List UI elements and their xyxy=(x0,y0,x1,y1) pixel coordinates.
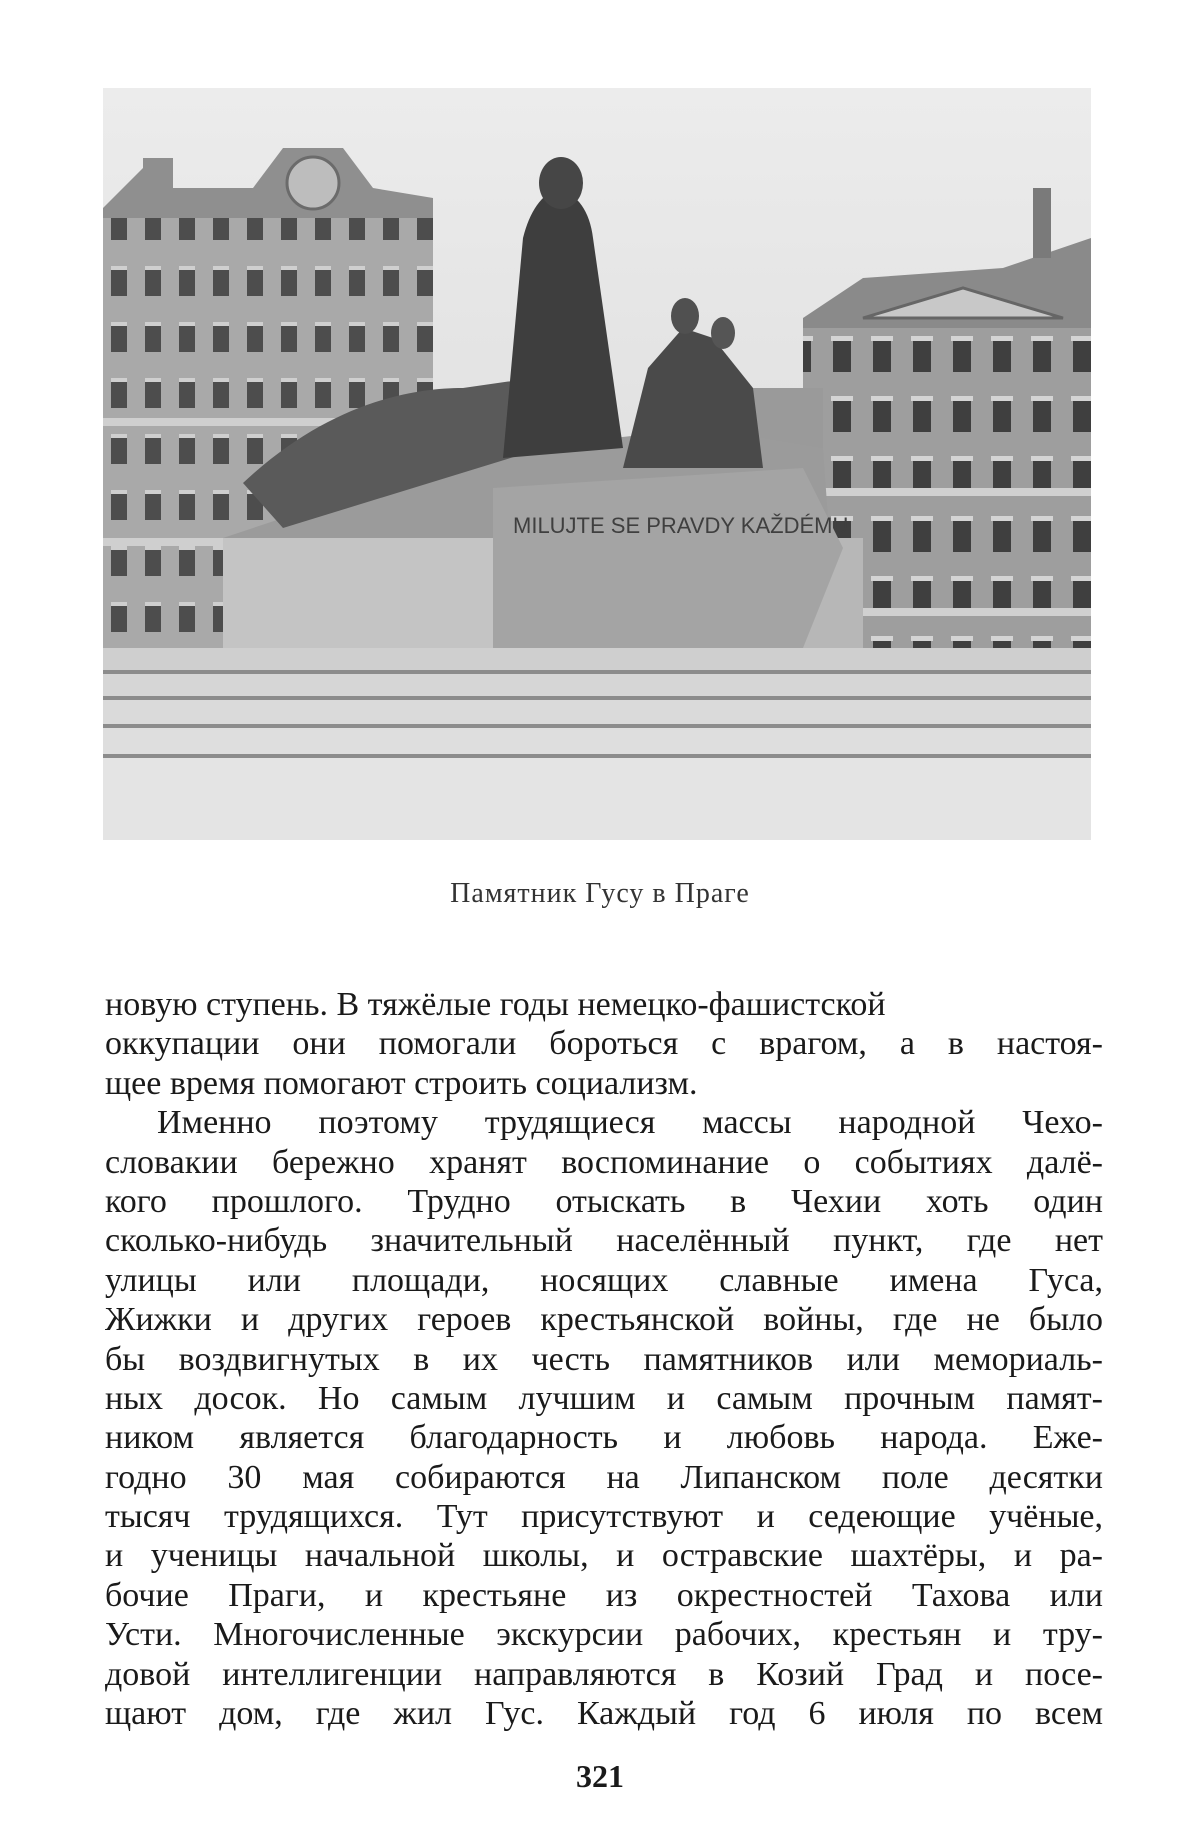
text-line: Жижки и других героев крестьянской войны, где не было xyxy=(105,1301,1103,1339)
monument-photo xyxy=(103,88,1091,840)
text-line: Именно поэтому трудящиеся массы народной Чехо- xyxy=(157,1104,1103,1142)
text-line: ных досок. Но самым лучшим и самым прочным памят- xyxy=(105,1379,1103,1417)
text-line: щают дом, где жил Гус. Каждый год 6 июля по всем xyxy=(105,1695,1103,1733)
photo-caption: Памятник Гусу в Праге xyxy=(450,878,750,909)
text-line: оккупации они помогали бороться с врагом, а в настоя- xyxy=(105,1025,1103,1063)
text-line: словакии бережно хранят воспоминание о событиях далё- xyxy=(105,1143,1103,1181)
page-number: 321 xyxy=(576,1758,624,1794)
text-line: ником является благодарность и любовь народа. Еже- xyxy=(105,1419,1103,1457)
text-line: щее время помогают строить социализм. xyxy=(105,1064,698,1102)
text-line: Усти. Многочисленные экскурсии рабочих, крестьян и тру- xyxy=(105,1616,1103,1654)
monument-photo-illustration xyxy=(103,88,1091,840)
monument-inscription: MILUJTE SE PRAVDY KAŽDÉMU xyxy=(513,513,849,538)
monument-steps xyxy=(103,648,1091,840)
text-line: довой интеллигенции направляются в Козий Град и посе- xyxy=(105,1655,1103,1693)
text-line: бы воздвигнутых в их честь памятников или мемориаль- xyxy=(105,1340,1103,1378)
text-line: тысяч трудящихся. Тут присутствуют и седеющие учёные, xyxy=(105,1498,1103,1536)
text-line: улицы или площади, носящих славные имена Гуса, xyxy=(105,1261,1103,1299)
text-line: кого прошлого. Трудно отыскать в Чехии хоть один xyxy=(105,1182,1103,1220)
text-line: годно 30 мая собираются на Липанском поле десятки xyxy=(105,1458,1103,1496)
text-line: и ученицы начальной школы, и остравские шахтёры, и ра- xyxy=(105,1537,1103,1575)
text-line: бочие Праги, и крестьяне из окрестностей Тахова или xyxy=(105,1576,1103,1614)
text-line: сколько-нибудь значительный населённый пункт, где нет xyxy=(105,1222,1103,1260)
text-line: новую ступень. В тяжёлые годы немецко-фашистской xyxy=(105,986,886,1023)
body-text xyxy=(105,985,1103,1733)
